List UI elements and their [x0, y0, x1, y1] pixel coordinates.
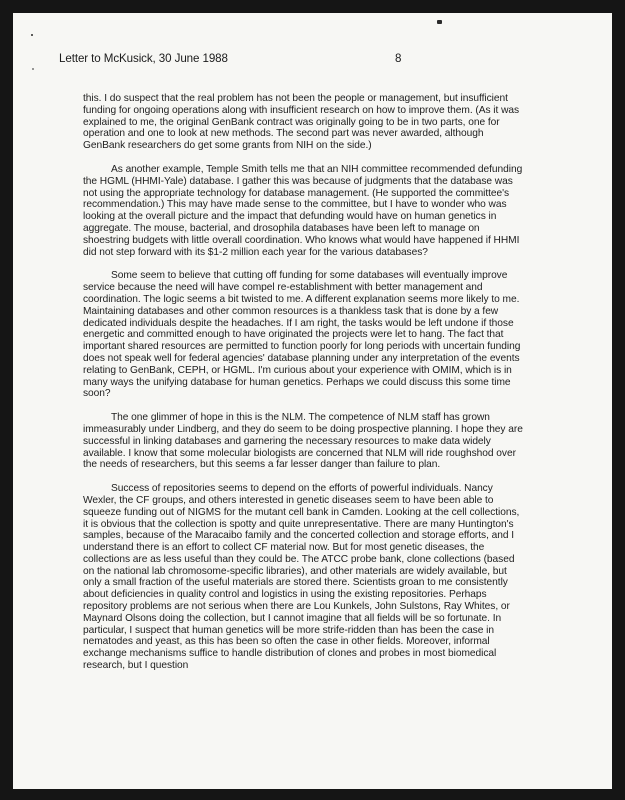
paragraph: Some seem to believe that cutting off funding for some databases will eventually improve service because the need will have compel re-establishment with better management and coordination. The logic seems a bit twisted to me. A different explanation seems more likely to me. Maintaining databases and other common resources is a thankless task that is done by a few dedicated individuals despite the headaches. If I am right, the tasks would be left undone if those energetic and committed enough to have originated the projects were let to hang. The fact that important shared resources are permitted to function poorly for long periods with uncertain funding does not speak well for federal agencies' database planning under any interpretation of the events relating to GenBank, CEPH, or HGML. I'm curious about your experience with OMIM, which is in many ways the unifying database for human genetics. Perhaps we could discuss this some time soon? — [83, 270, 521, 400]
paragraph: The one glimmer of hope in this is the NLM. The competence of NLM staff has grown immeasurably under Lindberg, and they do seem to be doing prospective planning. I hope they are successful in linking databases and garnering the necessary resources to make data widely available. I know that some molecular biologists are concerned that NLM will ride roughshod over the needs of researchers, but this seems a far lesser danger than failure to plan. — [83, 412, 523, 471]
paper-speck — [32, 68, 34, 70]
letter-body — [83, 93, 523, 684]
paragraph: this. I do suspect that the real problem has not been the people or management, but insufficient funding for ongoing operations along with insufficient research on how to improve them. (As it was explained to me, the original GenBank contract was originally going to be in two parts, one for operation and one to look at new methods. The second part was never awarded, although GenBank researchers do get some grants from NIH on the side.) — [83, 93, 520, 152]
paper-speck — [31, 34, 33, 36]
paper-speck — [437, 20, 442, 24]
page-number: 8 — [395, 52, 402, 65]
paragraph: As another example, Temple Smith tells me that an NIH committee recommended defunding the HGML (HHMI-Yale) database. I gather this was because of judgments that the database was not using the appropriate technology for database management. (He supported the committee's recommendation.) This may have made sense to the committee, but I have to wonder who was looking at the overall picture and the impact that defunding would have on human genetics in aggregate. The mouse, bacterial, and drosophila databases have been left to manage on shoestring budgets with little overall coordination. Who knows what would have happened if HHMI did not step forward with its $1-2 million each year for the various databases? — [83, 163, 523, 258]
paragraph: Success of repositories seems to depend on the efforts of powerful individuals. Nancy Wexler, the CF groups, and others interested in genetic diseases seem to have been able to squeeze funding out of NIGMS for the mutant cell bank in Camden. Looking at the cell collections, it is obvious that the collection is spotty and quite unrepresentative. There are many Huntington's samples, because of the Maracaibo family and the concerted collection and storage efforts, and I understand there is an effort to collect CF material now. But for most genetic diseases, the collections are as less useful than they could be. The ATCC probe bank, clone collections (based on the national lab chromosome-specific libraries), and other materials are widely available, but only a small fraction of the useful materials are stored there. Scientists groan to me consistently about deficiencies in quality control and logistics in using the existing repositories. Perhaps repository problems are not serious when there are Lou Kunkels, John Sulstons, Ray Whites, or Maynard Olsons doing the collection, but I cannot imagine that all fields will be so fortunate. In particular, I suspect that human genetics will be more strife-ridden than has been the case in nematodes and yeast, as this has been so often the case in other fields. Moreover, informal exchange mechanisms suffice to handle distribution of clones and probes in most biomedical research, but I question — [83, 483, 520, 672]
letter-header-title: Letter to McKusick, 30 June 1988 — [59, 52, 228, 65]
letter-page — [13, 13, 612, 789]
